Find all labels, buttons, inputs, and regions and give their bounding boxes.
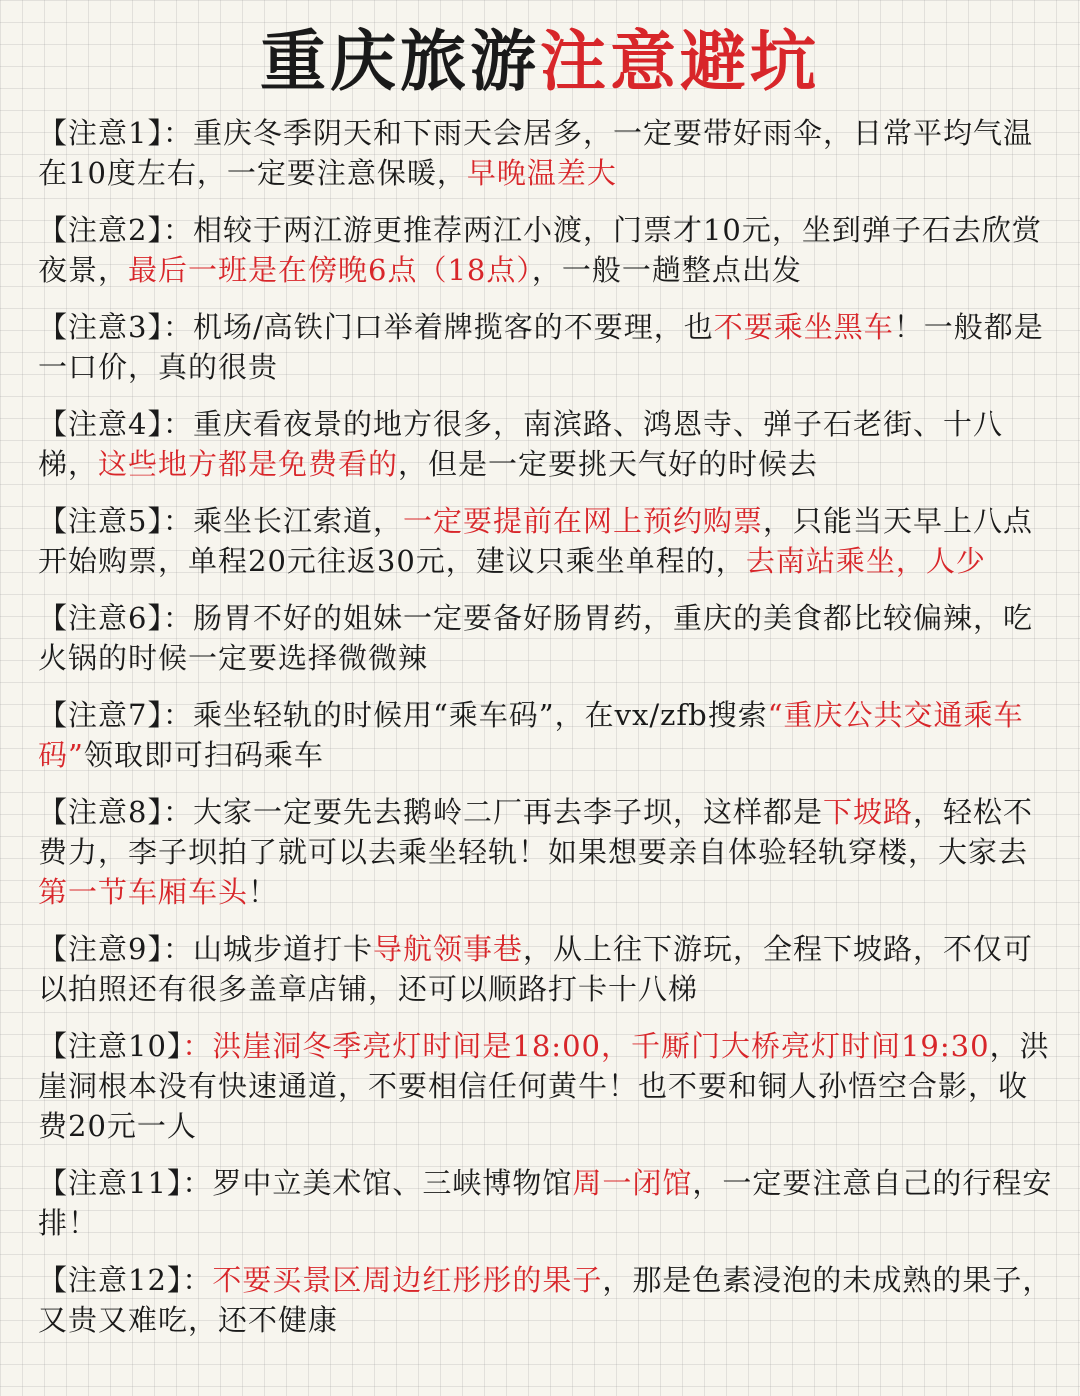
note-text: 【注意1】：重庆冬季阴天和下雨天会居多，一定要带好雨伞，日常平均气温在10度左右，一定要注意保暖， <box>38 116 1033 190</box>
note-text: 【注意11】：罗中立美术馆、三峡博物馆 <box>38 1166 573 1200</box>
note-text: 【注意2】：相较于两江游更推荐两江小渡，门票才10元，坐到弹子石去欣赏夜景， <box>38 213 1042 287</box>
note-text: ，但是一定要挑天气好的时候去 <box>398 447 819 481</box>
note-text: 【注意4】：重庆看夜景的地方很多，南滨路、鸿恩寺、弹子石老街、十八梯， <box>38 407 1003 481</box>
highlight-text: 这些地方都是免费看的 <box>98 447 399 481</box>
note-text: 领取即可扫码乘车 <box>83 738 324 772</box>
note-text: 【注意9】：山城步道打卡 <box>38 932 373 966</box>
title-part-red: 注意避坑 <box>540 23 820 100</box>
note-text: 【注意5】：乘坐长江索道， <box>38 504 403 538</box>
note-text: 【注意7】：乘坐轻轨的时候用“乘车码”，在vx/zfb搜索 <box>38 698 768 732</box>
highlight-text: 导航领事巷 <box>372 932 523 966</box>
highlight-text: 周一闭馆 <box>572 1166 693 1200</box>
highlight-text: 不要乘坐黑车 <box>713 310 894 344</box>
note-text: 【注意6】：肠胃不好的姐妹一定要备好肠胃药，重庆的美食都比较偏辣，吃火锅的时候一定要选择微微辣 <box>38 601 1033 675</box>
note-text: 【注意10】 <box>38 1029 183 1063</box>
note-text: 【注意8】：大家一定要先去鹅岭二厂再去李子坝，这样都是 <box>38 795 823 829</box>
page-title <box>0 22 1080 102</box>
highlight-text: “重庆公共交通乘车码” <box>38 698 1024 772</box>
note-item-7 <box>38 695 1054 775</box>
note-text: ，轻松不费力，李子坝拍了就可以去乘坐轻轨！如果想要亲自体验轻轨穿楼，大家去 <box>38 795 1033 869</box>
note-item-6 <box>38 598 1054 678</box>
note-item-5 <box>38 501 1054 581</box>
highlight-text: 最后一班是在傍晚6点（18点） <box>128 253 532 287</box>
note-item-8 <box>38 792 1054 912</box>
highlight-text: 不要买景区周边红彤彤的果子 <box>212 1263 603 1297</box>
highlight-text: 早晚温差大 <box>466 156 617 190</box>
highlight-text: 去南站乘坐，人少 <box>745 544 986 578</box>
note-text: ，从上往下游玩，全程下坡路，不仅可以拍照还有很多盖章店铺，还可以顺路打卡十八梯 <box>38 932 1033 1006</box>
highlight-text: 第一节车厢车头 <box>38 875 249 909</box>
highlight-text: ：洪崖洞冬季亮灯时间是18:00，千厮门大桥亮灯时间19:30 <box>182 1029 990 1063</box>
note-text: ！ <box>248 875 279 909</box>
title-part-black: 重庆旅游 <box>260 23 540 100</box>
note-text: ，那是色素浸泡的未成熟的果子，又贵又难吃，还不健康 <box>38 1263 1053 1337</box>
note-text: 【注意12】： <box>38 1263 213 1297</box>
highlight-text: 下坡路 <box>822 795 913 829</box>
highlight-text: 一定要提前在网上预约购票 <box>402 504 763 538</box>
note-text: 【注意3】：机场/高铁门口举着牌揽客的不要理，也 <box>38 310 714 344</box>
note-item-11 <box>38 1163 1054 1243</box>
notes-list <box>38 113 1054 1357</box>
note-item-1 <box>38 113 1054 193</box>
note-text: ，洪崖洞根本没有快速通道，不要相信任何黄牛！也不要和铜人孙悟空合影，收费20元一人 <box>38 1029 1050 1143</box>
note-text: ，一般一趟整点出发 <box>531 253 802 287</box>
note-text: ，一定要注意自己的行程安排！ <box>38 1166 1053 1240</box>
note-text: ！一般都是一口价，真的很贵 <box>38 310 1044 384</box>
note-item-10 <box>38 1026 1054 1146</box>
note-item-12 <box>38 1260 1054 1340</box>
note-text: ，只能当天早上八点开始购票，单程20元往返30元，建议只乘坐单程的， <box>38 504 1033 578</box>
note-item-2 <box>38 210 1054 290</box>
note-item-4 <box>38 404 1054 484</box>
note-item-9 <box>38 929 1054 1009</box>
note-item-3 <box>38 307 1054 387</box>
